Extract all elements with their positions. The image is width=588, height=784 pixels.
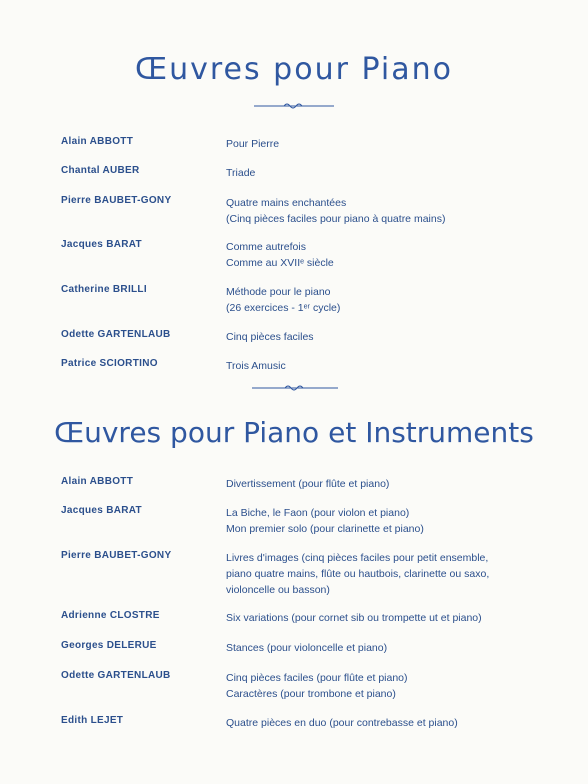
composer-name: Adrienne CLOSTRE [61, 610, 160, 621]
work-titles [226, 358, 286, 374]
work-line: Mon premier solo (pour clarinette et piano) [226, 523, 424, 535]
work-line: Stances (pour violoncelle et piano) [226, 642, 388, 654]
composer-name: Georges DELERUE [61, 640, 157, 651]
composer-name: Pierre BAUBET-GONY [61, 550, 172, 561]
work-line: piano quatre mains, flûte ou hautbois, clarinette ou saxo, [226, 568, 490, 580]
work-titles [226, 640, 387, 656]
work-titles [226, 505, 424, 537]
composer-name: Odette GARTENLAUB [61, 329, 171, 340]
work-line: violoncelle ou basson) [226, 584, 330, 596]
composer-name: Odette GARTENLAUB [61, 670, 171, 681]
section1-title: Œuvres pour Piano [135, 52, 453, 87]
work-line: Comme autrefois [226, 241, 306, 253]
work-titles [226, 476, 389, 492]
composer-name: Edith LEJET [61, 715, 124, 726]
composer-name: Catherine BRILLI [61, 284, 147, 295]
work-line: (Cinq pièces faciles pour piano à quatre mains) [226, 213, 446, 225]
work-line: Six variations (pour cornet sib ou trompette ut et piano) [226, 612, 482, 624]
work-line: Divertissement (pour flûte et piano) [226, 478, 390, 490]
composer-name: Jacques BARAT [61, 239, 142, 250]
work-line: (26 exercices - 1ᵉʳ cycle) [226, 302, 341, 314]
work-titles [226, 715, 458, 731]
work-line: Triade [226, 167, 256, 179]
work-line: Comme au XVIIᵉ siècle [226, 257, 334, 269]
work-line: Cinq pièces faciles (pour flûte et piano) [226, 672, 408, 684]
section2-title: Œuvres pour Piano et Instruments [54, 416, 534, 449]
work-titles [226, 165, 255, 181]
work-titles [226, 239, 334, 271]
composer-name: Chantal AUBER [61, 165, 140, 176]
work-line: Cinq pièces faciles [226, 331, 314, 343]
work-titles [226, 136, 279, 152]
work-titles [226, 610, 482, 626]
work-line: Quatre mains enchantées [226, 197, 347, 209]
work-line: Trois Amusic [226, 360, 286, 372]
work-titles [226, 284, 340, 316]
composer-name: Alain ABBOTT [61, 136, 134, 147]
work-line: La Biche, le Faon (pour violon et piano) [226, 507, 410, 519]
work-line: Méthode pour le piano [226, 286, 331, 298]
work-titles [226, 329, 314, 345]
work-titles [226, 195, 445, 227]
composer-name: Patrice SCIORTINO [61, 358, 158, 369]
work-line: Pour Pierre [226, 138, 280, 150]
work-titles [226, 670, 408, 702]
work-line: Caractères (pour trombone et piano) [226, 688, 396, 700]
composer-name: Alain ABBOTT [61, 476, 134, 487]
composer-name: Pierre BAUBET-GONY [61, 195, 172, 206]
work-titles [226, 550, 489, 598]
composer-name: Jacques BARAT [61, 505, 142, 516]
work-line: Quatre pièces en duo (pour contrebasse et piano) [226, 717, 458, 729]
ornament-divider-icon [252, 384, 338, 392]
ornament-divider-icon [254, 102, 334, 110]
work-line: Livres d'images (cinq pièces faciles pour petit ensemble, [226, 552, 489, 564]
